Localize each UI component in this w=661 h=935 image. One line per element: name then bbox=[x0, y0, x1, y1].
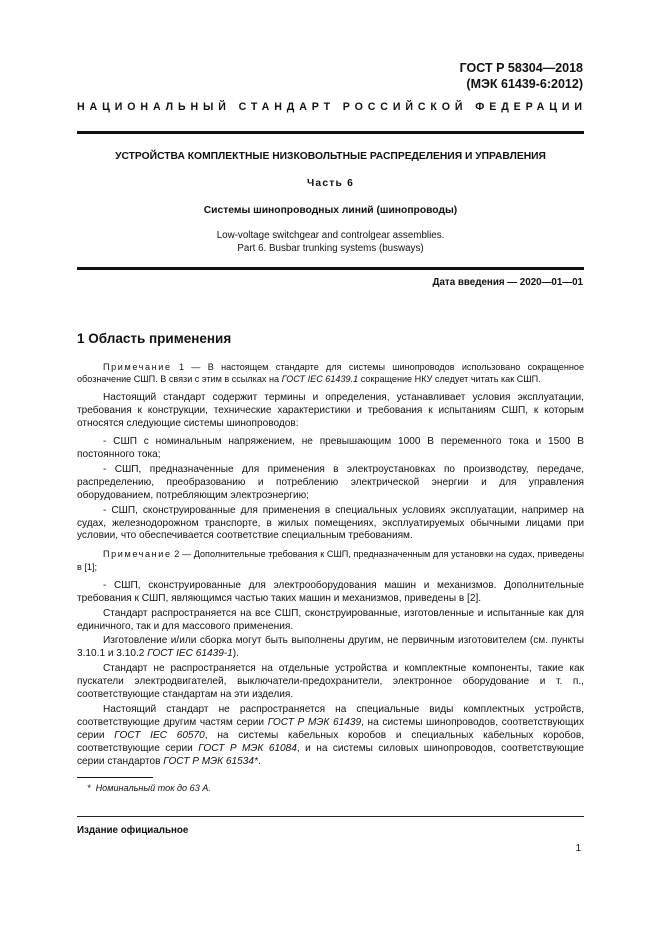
effective-date: Дата введения — 2020—01—01 bbox=[432, 277, 583, 288]
list-item: - СШП с номинальным напряжением, не превышающим 1000 В переменного тока и 1500 В постоянного тока; bbox=[77, 436, 584, 461]
paragraph: Настоящий стандарт не распространяется на специальные виды комплектных устройств, соответствующие другим частям серии ГОСТ Р МЭК 61439, на системы шинопроводов, соответствующих серии ГОСТ IEC 60570, на системы кабельных коробов и специальных кабельных коробов, соответствующие серии ГОСТ Р МЭК 61084, и на системы силовых шинопроводов, соответствующие серии стандартов ГОСТ Р МЭК 61534*. bbox=[77, 703, 584, 767]
reference: ГОСТ Р МЭК 61084 bbox=[198, 742, 297, 754]
english-title bbox=[40, 229, 621, 255]
english-title-line2: Part 6. Busbar trunking systems (busways) bbox=[237, 243, 424, 254]
list-item: - СШП, сконструированные для электрооборудования машин и механизмов. Дополнительные требования к СШП, являющимся частью таких машин и механизмов, приведены в [2]. bbox=[77, 579, 584, 604]
footer-rule bbox=[77, 816, 584, 817]
page-number: 1 bbox=[575, 843, 581, 854]
paragraph: Изготовление и/или сборка могут быть выполнены другим, не первичным изготовителем (см. пункты 3.10.1 и 3.10.2 ГОСТ IEC 61439-1). bbox=[77, 635, 584, 660]
note-1: Примечание 1 — В настоящем стандарте для системы шинопроводов использовано сокращенное обозначение СШП. В связи с этим в ссылках на ГОСТ IEC 61439.1 сокращение НКУ следует читать как СШП. bbox=[77, 362, 584, 385]
footnote-rule bbox=[77, 777, 153, 778]
paragraph: Настоящий стандарт содержит термины и определения, устанавливает условия эксплуатации, требования к конструкции, технические характеристики и требования к испытаниям СШП, к которым относятся следующие системы шинопроводов: bbox=[77, 392, 584, 430]
title-rule bbox=[77, 267, 584, 270]
note-label: Примечание bbox=[103, 362, 172, 372]
section-heading: 1 Область применения bbox=[77, 331, 232, 346]
english-title-line1: Low-voltage switchgear and controlgear assemblies. bbox=[216, 230, 445, 241]
paragraph: Стандарт распространяется на все СШП, сконструированные, изготовленные и испытанные как для единичного, так и для массового применения. bbox=[77, 607, 584, 632]
reference: ГОСТ Р МЭК 61534* bbox=[163, 755, 258, 767]
section-body bbox=[77, 361, 584, 773]
gost-number: ГОСТ Р 58304—2018 bbox=[459, 61, 583, 75]
reference: ГОСТ Р МЭК 61439 bbox=[267, 716, 362, 728]
note-label: Примечание bbox=[103, 549, 172, 560]
reference: ГОСТ IEC 60570 bbox=[114, 729, 205, 741]
document-subtitle: Системы шинопроводных линий (шинопроводы) bbox=[203, 205, 458, 216]
edition-label: Издание официальное bbox=[77, 825, 189, 836]
document-title: УСТРОЙСТВА КОМПЛЕКТНЫЕ НИЗКОВОЛЬТНЫЕ РАСПРЕДЕЛЕНИЯ И УПРАВЛЕНИЯ bbox=[115, 151, 546, 162]
note-2: Примечание 2 — Дополнительные требования к СШП, предназначенным для установки на судах, приведены в [1]; bbox=[77, 549, 584, 572]
list-item: - СШП, сконструированные для применения в специальных условиях эксплуатации, например на судах, железнодорожном транспорте, в жилых помещениях, эксплуатируемых обычными лицами при условии, что обеспечивается соответствие специальным требованиям. bbox=[77, 504, 584, 542]
footnote-mark: * bbox=[87, 783, 91, 793]
paragraph: Стандарт не распространяется на отдельные устройства и комплектные компоненты, такие как пускатели электродвигателей, выключатели-предохранители, электронное оборудование и т. п., соответствующие стандартам на эти изделия. bbox=[77, 663, 584, 701]
header-rule bbox=[77, 131, 584, 134]
national-standard-heading: НАЦИОНАЛЬНЫЙ СТАНДАРТ РОССИЙСКОЙ ФЕДЕРАЦИИ bbox=[77, 101, 587, 113]
footnote-text: Номинальный ток до 63 А. bbox=[95, 783, 211, 793]
standard-designation bbox=[460, 60, 583, 92]
footnote bbox=[87, 783, 211, 793]
iec-number: (МЭК 61439-6:2012) bbox=[466, 77, 583, 91]
reference: ГОСТ IEC 61439.1 bbox=[281, 374, 359, 385]
reference: ГОСТ IEC 61439-1 bbox=[147, 648, 233, 660]
list-item: - СШП, предназначенные для применения в электроустановках по производству, передаче, распределению, преобразованию и потреблению электрической энергии и для управления оборудованием, потребляющим электроэнергию; bbox=[77, 463, 584, 501]
part-number: Часть 6 bbox=[306, 178, 355, 189]
